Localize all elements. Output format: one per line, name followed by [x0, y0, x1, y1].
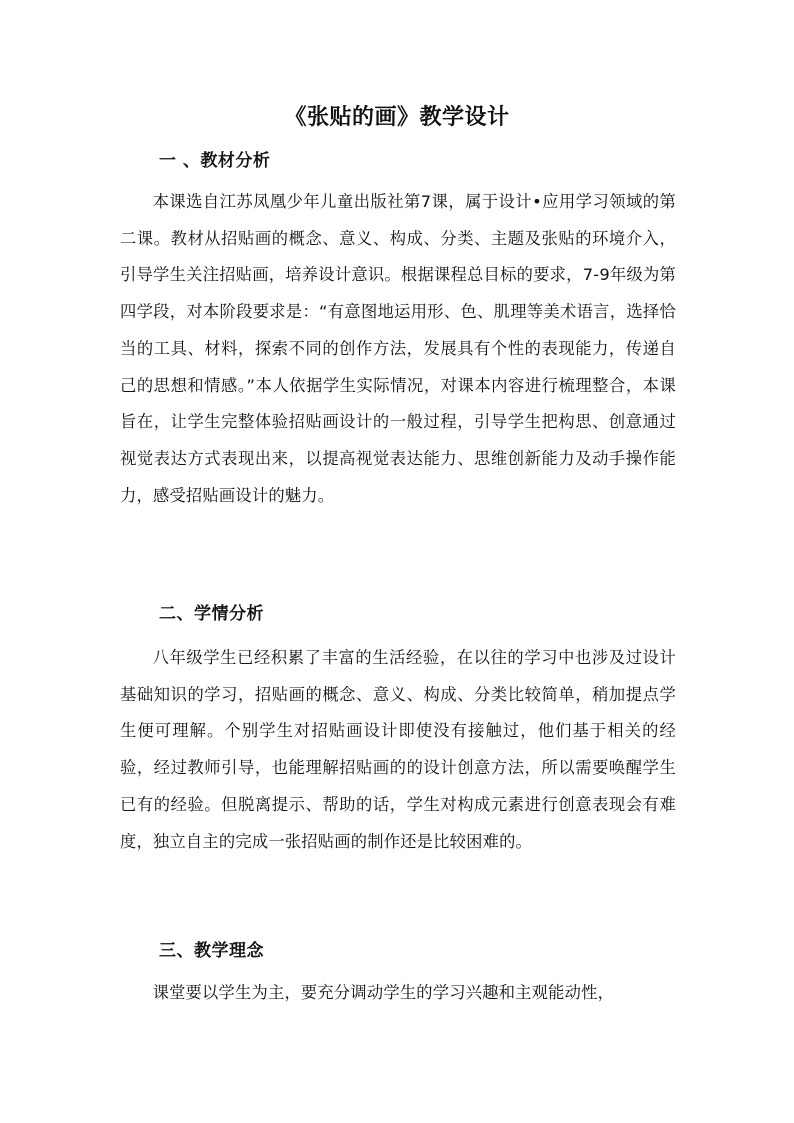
- section-heading-teaching-philosophy: 三、教学理念: [159, 941, 264, 961]
- section-paragraph-student-analysis: 八年级学生已经积累了丰富的生活经验，在以往的学习中也涉及过设计基础知识的学习，招贴画的概念、意义、构成、分类比较简单，稍加提点学生便可理解。个别学生对招贴画设计即使没有接触过，他们基于相关的经验，经过教师引导，也能理解招贴画的的设计创意方法，所以需要唤醒学生已有的经验。但脱离提示、帮助的话，学生对构成元素进行创意表现会有难度，独立自主的完成一张招贴画的制作还是比较困难的。: [120, 648, 676, 851]
- section-heading-student-analysis: 二、学情分析: [159, 604, 264, 624]
- section-heading-textbook-analysis: 一 、教材分析: [159, 151, 271, 171]
- section-paragraph-textbook-analysis: 本课选自江苏凤凰少年儿童出版社第7课，属于设计•应用学习领域的第二课。教材从招贴画的概念、意义、构成、分类、主题及张贴的环境介入，引导学生关注招贴画，培养设计意识。根据课程总目标的要求，7-9年级为第四学段，对本阶段要求是：“有意图地运用形、色、肌理等美术语言，选择恰当的工具、材料，探索不同的创作方法，发展具有个性的表现能力，传递自己的思想和情感。”本人依据学生实际情况，对课本内容进行梳理整合，本课旨在，让学生完整体验招贴画设计的一般过程，引导学生把构思、创意通过视觉表达方式表现出来，以提高视觉表达能力、思维创新能力及动手操作能力，感受招贴画设计的魅力。: [120, 192, 676, 505]
- document-title: 《张贴的画》教学设计: [284, 105, 510, 130]
- section-paragraph-teaching-philosophy: 课堂要以学生为主，要充分调动学生的学习兴趣和主观能动性，: [152, 983, 615, 1002]
